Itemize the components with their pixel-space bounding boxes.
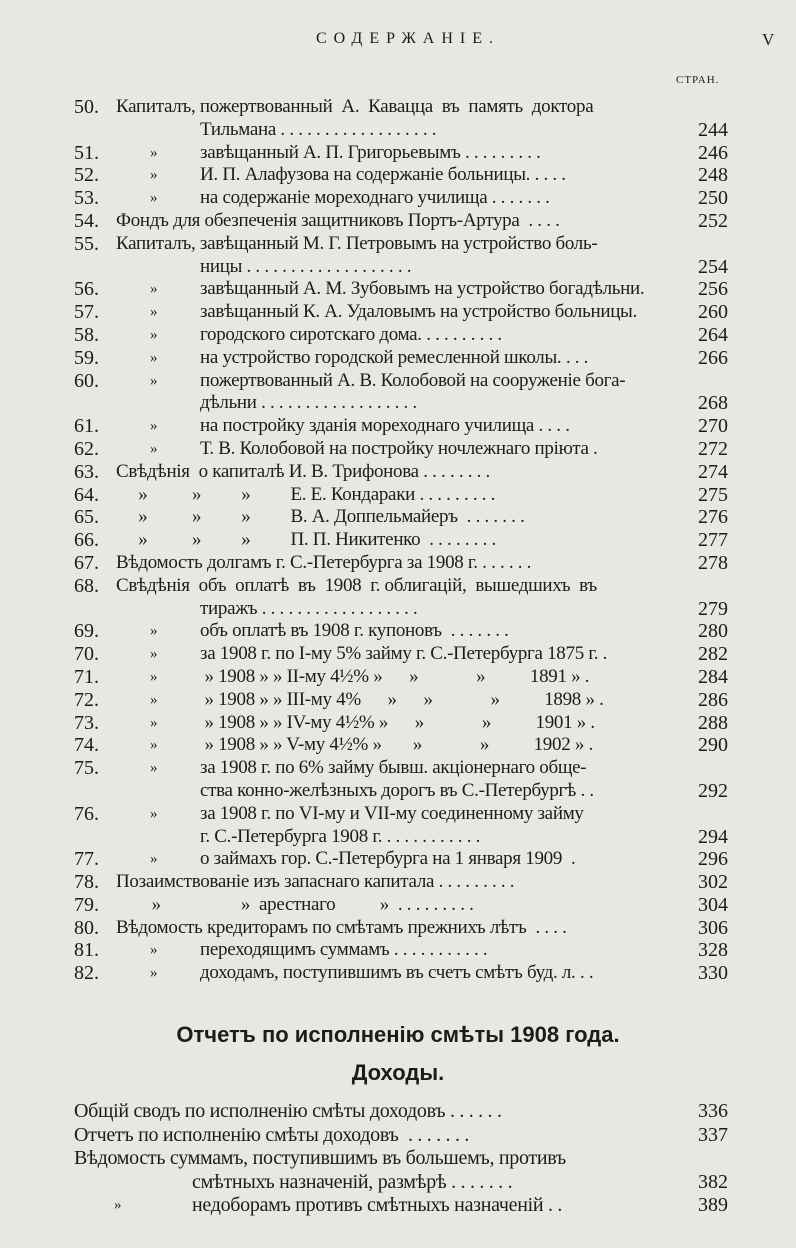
entry-page: 284 [698, 665, 728, 688]
entry-title: ницы . . . . . . . . . . . . . . . . . . . [200, 255, 412, 277]
ditto-mark: » [150, 167, 158, 184]
toc-entry [74, 939, 728, 962]
toc-entry [74, 484, 728, 507]
income-entry [74, 1171, 728, 1195]
entry-page: 280 [698, 620, 728, 643]
entry-title: о займахъ гор. С.-Петербурга на 1 января 1909 . [200, 848, 576, 870]
ditto-mark: » [150, 440, 158, 457]
entry-number: 62. [74, 437, 99, 460]
toc-entry [74, 689, 728, 712]
entry-page: 270 [698, 415, 728, 438]
entry-page: 389 [698, 1194, 728, 1216]
toc-entry [74, 734, 728, 757]
entry-number: 69. [74, 620, 99, 643]
entry-title: городского сиротскаго дома. . . . . . . . . . [200, 323, 502, 345]
entry-title: за 1908 г. по I-му 5% займу г. С.-Петербурга 1875 г. . [200, 643, 608, 665]
entry-number: 54. [74, 209, 99, 232]
entry-title: доходамъ, поступившимъ въ счетъ смѣтъ буд. л. . . [200, 962, 594, 984]
toc-entry [74, 119, 728, 142]
entry-title: Капиталъ, завѣщанный М. Г. Петровымъ на устройство боль- [116, 232, 598, 254]
entry-page: 336 [698, 1100, 728, 1122]
entry-number: 68. [74, 574, 99, 597]
entry-title: ства конно-желѣзныхъ дорогъ въ С.-Петербургѣ . . [200, 779, 594, 801]
ditto-mark: » [150, 326, 158, 343]
income-entry [74, 1147, 728, 1171]
toc-entry [74, 210, 728, 233]
toc-entry [74, 552, 728, 575]
entry-title: » 1908 » » III-му 4% » » » 1898 » . [200, 688, 604, 710]
entry-title: дѣльни . . . . . . . . . . . . . . . . . . [200, 392, 417, 414]
toc-entry [74, 324, 728, 347]
entry-title: » 1908 » » II-му 4½% » » » 1891 » . [200, 665, 590, 687]
entry-title: » » » В. А. Доппельмайеръ . . . . . . . [116, 506, 525, 528]
entry-title: пожертвованный А. В. Колобовой на сооруженiе бога- [200, 369, 626, 391]
entry-number: 66. [74, 529, 99, 552]
entry-page: 337 [698, 1123, 728, 1146]
ditto-mark: » [150, 942, 158, 959]
entry-number: 70. [74, 643, 99, 666]
entry-title: Фондъ для обезпеченiя защитниковъ Портъ-Артура . . . . [116, 209, 560, 231]
toc-entry [74, 347, 728, 370]
entry-title: тиражъ . . . . . . . . . . . . . . . . . . [200, 597, 418, 619]
entry-page: 294 [698, 825, 728, 848]
entry-page: 275 [698, 483, 728, 506]
toc-entry [74, 643, 728, 666]
table-of-contents [74, 96, 728, 985]
toc-entry [74, 598, 728, 621]
ditto-mark: » [150, 144, 158, 161]
entry-title: Вѣдомость кредиторамъ по смѣтамъ прежнихъ лѣтъ . . . . [116, 916, 567, 938]
income-entry [74, 1100, 728, 1124]
toc-entry [74, 780, 728, 803]
entry-title: переходящимъ суммамъ . . . . . . . . . . . [200, 939, 488, 961]
toc-entry [74, 871, 728, 894]
ditto-mark: » [150, 851, 158, 868]
entry-number: 71. [74, 665, 99, 688]
entry-title: Позаимствованiе изъ запаснаго капитала . . . . . . . . . [116, 871, 515, 893]
entry-title: завѣщанный К. А. Удаловымъ на устройство больницы. [200, 301, 637, 323]
toc-entry [74, 506, 728, 529]
toc-entry [74, 917, 728, 940]
entry-number: 57. [74, 301, 99, 324]
entry-number: 78. [74, 871, 99, 894]
toc-entry [74, 301, 728, 324]
entry-title: на постройку зданiя мореходнаго училища . . . . [200, 415, 570, 437]
entry-page: 292 [698, 779, 728, 802]
toc-entry [74, 96, 728, 119]
entry-number: 59. [74, 346, 99, 369]
entry-title: г. С.-Петербурга 1908 г. . . . . . . . . . . . [200, 825, 481, 847]
entry-title: Общiй сводъ по исполненiю смѣты доходовъ . . . . . . [74, 1100, 502, 1122]
ditto-mark: » [150, 691, 158, 708]
ditto-mark: » [150, 737, 158, 754]
toc-entry [74, 575, 728, 598]
entry-title: » » » Е. Е. Кондараки . . . . . . . . . [116, 483, 496, 505]
entry-number: 56. [74, 278, 99, 301]
entry-number: 72. [74, 688, 99, 711]
entry-page: 304 [698, 893, 728, 916]
entry-title: Вѣдомость долгамъ г. С.-Петербурга за 1908 г. . . . . . . [116, 551, 532, 573]
entry-number: 80. [74, 916, 99, 939]
entry-number: 74. [74, 734, 99, 757]
toc-entry [74, 415, 728, 438]
entry-number: 77. [74, 848, 99, 871]
entry-number: 50. [74, 96, 99, 118]
entry-page: 250 [698, 187, 728, 210]
entry-number: 64. [74, 483, 99, 506]
entry-number: 76. [74, 802, 99, 825]
entry-title: И. П. Алафузова на содержанiе больницы. . . . . [200, 164, 566, 186]
ditto-mark: » [150, 668, 158, 685]
toc-entry [74, 757, 728, 780]
ditto-mark: » [114, 1197, 122, 1213]
entry-page: 274 [698, 460, 728, 483]
entry-page: 260 [698, 301, 728, 324]
entry-page: 246 [698, 141, 728, 164]
ditto-mark: » [150, 281, 158, 298]
toc-entry [74, 233, 728, 256]
toc-entry [74, 142, 728, 165]
entry-title: Отчетъ по исполненiю смѣты доходовъ . . . . . . . [74, 1123, 470, 1146]
ditto-mark: » [150, 349, 158, 366]
toc-entry [74, 187, 728, 210]
entry-page: 268 [698, 392, 728, 415]
entry-page: 282 [698, 643, 728, 666]
entry-number: 60. [74, 369, 99, 392]
entry-page: 382 [698, 1170, 728, 1193]
subsection-title: Доходы. [351, 1060, 445, 1085]
entry-title: за 1908 г. по VI-му и VII-му соединенному займу [200, 802, 584, 824]
entry-title: завѣщанный А. П. Григорьевымъ . . . . . . . . . [200, 141, 541, 163]
toc-entry [74, 461, 728, 484]
section-title: Отчетъ по исполненiю смѣты 1908 года. [176, 1022, 620, 1047]
running-title: СОДЕРЖАНIЕ. [316, 30, 500, 47]
income-contents [74, 1100, 728, 1218]
entry-title: » » » П. П. Никитенко . . . . . . . . [116, 529, 497, 551]
entry-number: 73. [74, 711, 99, 734]
entry-title: » 1908 » » V-му 4½% » » » 1902 » . [200, 734, 593, 756]
entry-title: за 1908 г. по 6% займу бывш. акцiонернаго обще- [200, 757, 587, 779]
entry-page: 256 [698, 278, 728, 301]
entry-number: 61. [74, 415, 99, 438]
toc-entry [74, 529, 728, 552]
toc-entry [74, 712, 728, 735]
ditto-mark: » [150, 190, 158, 207]
ditto-mark: » [150, 805, 158, 822]
ditto-mark: » [150, 304, 158, 321]
entry-page: 266 [698, 346, 728, 369]
entry-page: 272 [698, 437, 728, 460]
entry-title: Свѣдѣнiя объ оплатѣ въ 1908 г. облигацiй, вышедшихъ въ [116, 574, 597, 596]
ditto-mark: » [150, 372, 158, 389]
entry-number: 79. [74, 893, 99, 916]
entry-number: 65. [74, 506, 99, 529]
ditto-mark: » [150, 646, 158, 663]
ditto-mark: » [150, 714, 158, 731]
entry-title: Капиталъ, пожертвованный А. Кавацца въ память доктора [116, 96, 594, 117]
entry-number: 53. [74, 187, 99, 210]
toc-entry [74, 370, 728, 393]
entry-title: завѣщанный А. М. Зубовымъ на устройство богадѣльни. [200, 278, 645, 300]
entry-page: 328 [698, 939, 728, 962]
income-entry [74, 1194, 728, 1218]
ditto-mark: » [150, 965, 158, 982]
toc-entry [74, 666, 728, 689]
entry-page: 279 [698, 597, 728, 620]
toc-entry [74, 620, 728, 643]
page-number: V [762, 30, 775, 49]
entry-page: 296 [698, 848, 728, 871]
income-entry [74, 1124, 728, 1148]
entry-page: 330 [698, 962, 728, 985]
entry-page: 288 [698, 711, 728, 734]
entry-page: 248 [698, 164, 728, 187]
toc-entry [74, 962, 728, 985]
entry-page: 244 [698, 118, 728, 141]
toc-entry [74, 278, 728, 301]
entry-title: объ оплатѣ въ 1908 г. купоновъ . . . . . . . [200, 620, 509, 642]
entry-number: 51. [74, 141, 99, 164]
entry-title: » » арестнаго » . . . . . . . . . [116, 893, 474, 915]
ditto-mark: » [150, 760, 158, 777]
entry-number: 67. [74, 551, 99, 574]
entry-number: 82. [74, 962, 99, 985]
entry-title: недоборамъ противъ смѣтныхъ назначенiй . . [192, 1194, 563, 1216]
entry-page: 264 [698, 323, 728, 346]
entry-title: » 1908 » » IV-му 4½% » » » 1901 » . [200, 711, 595, 733]
entry-number: 58. [74, 323, 99, 346]
entry-title: Т. В. Колобовой на постройку ночлежнаго прiюта . [200, 437, 598, 459]
entry-number: 52. [74, 164, 99, 187]
toc-entry [74, 826, 728, 849]
toc-entry [74, 894, 728, 917]
entry-title: Свѣдѣнiя о капиталѣ И. В. Трифонова . . . . . . . . [116, 460, 491, 482]
entry-number: 75. [74, 757, 99, 780]
page-header [0, 30, 796, 54]
entry-page: 252 [698, 209, 728, 232]
entry-title: на содержанiе мореходнаго училища . . . . . . . [200, 187, 550, 209]
toc-entry [74, 848, 728, 871]
entry-title: на устройство городской ремесленной школы. . . . [200, 346, 589, 368]
entry-number: 55. [74, 232, 99, 255]
toc-entry [74, 803, 728, 826]
toc-entry [74, 438, 728, 461]
entry-page: 286 [698, 688, 728, 711]
entry-number: 63. [74, 460, 99, 483]
ditto-mark: » [150, 418, 158, 435]
page-column-label: СТРАН. [676, 74, 720, 86]
entry-page: 290 [698, 734, 728, 757]
entry-page: 254 [698, 255, 728, 278]
entry-page: 302 [698, 871, 728, 894]
entry-title: Вѣдомость суммамъ, поступившимъ въ большемъ, противъ [74, 1147, 566, 1169]
entry-number: 81. [74, 939, 99, 962]
toc-entry [74, 392, 728, 415]
entry-page: 277 [698, 529, 728, 552]
ditto-mark: » [150, 623, 158, 640]
entry-page: 306 [698, 916, 728, 939]
entry-title: Тильмана . . . . . . . . . . . . . . . . . . [200, 118, 437, 140]
toc-entry [74, 164, 728, 187]
entry-page: 276 [698, 506, 728, 529]
entry-page: 278 [698, 551, 728, 574]
toc-entry [74, 256, 728, 279]
entry-title: смѣтныхъ назначенiй, размѣрѣ . . . . . . . [192, 1170, 513, 1193]
